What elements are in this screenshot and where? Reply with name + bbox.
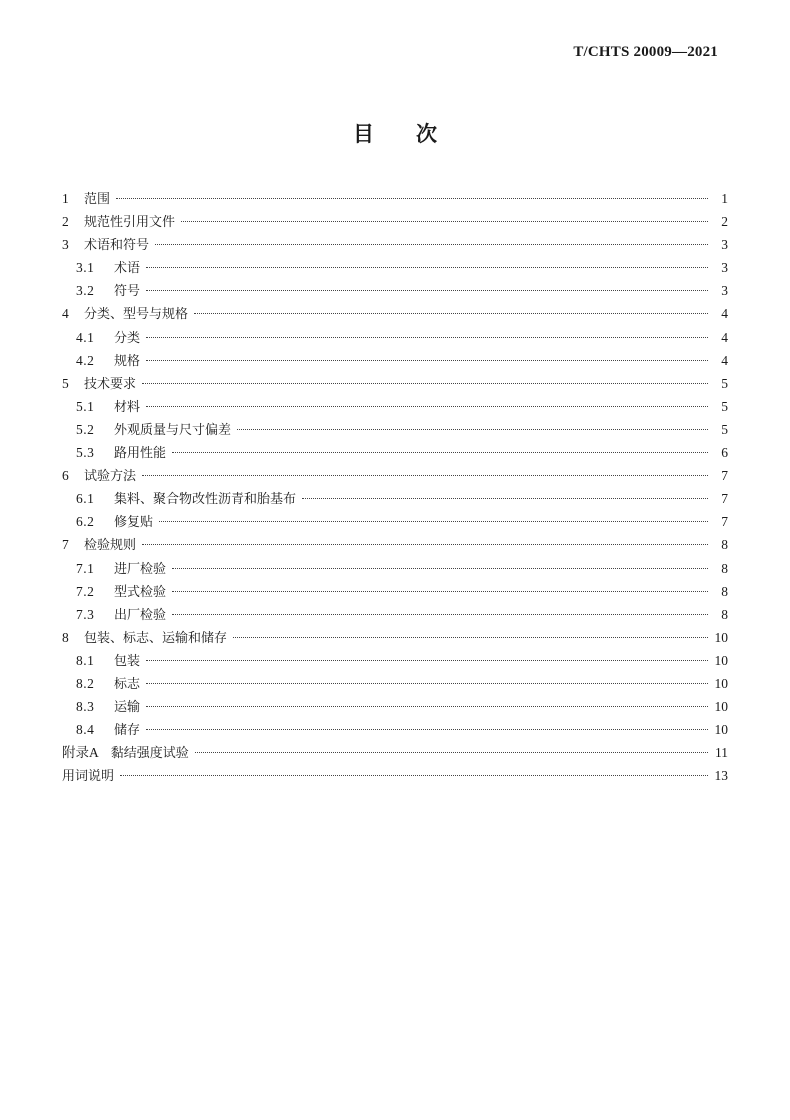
toc-entry-number: 3.2 <box>76 283 95 299</box>
toc-entry-page-number: 4 <box>721 306 728 322</box>
toc-entry-page-number: 13 <box>714 768 728 784</box>
toc-entry-page-number: 10 <box>714 629 728 645</box>
toc-entry-label: 规范性引用文件 <box>84 215 176 231</box>
toc-dot-leader <box>146 267 708 268</box>
toc-entry-page-number: 8 <box>721 606 728 622</box>
toc-entry[interactable] <box>62 233 728 256</box>
toc-entry-page-number: 10 <box>714 675 728 691</box>
toc-entry-page-number: 8 <box>721 560 728 576</box>
toc-entry-number: 6.2 <box>76 514 95 530</box>
toc-entry[interactable] <box>62 626 728 649</box>
toc-entry[interactable] <box>62 741 728 764</box>
toc-entry-number: 5.1 <box>76 398 95 414</box>
toc-entry[interactable] <box>62 372 728 395</box>
toc-dot-leader <box>237 429 708 430</box>
toc-entry[interactable] <box>62 256 728 279</box>
toc-entry-page-number: 7 <box>721 491 728 507</box>
toc-entry-number: 4.2 <box>76 352 95 368</box>
toc-dot-leader <box>146 337 708 338</box>
toc-entry-number: 8.1 <box>76 652 95 668</box>
page-title <box>0 118 790 148</box>
toc-entry[interactable] <box>62 187 728 210</box>
toc-entry-label: 范围 <box>84 192 111 207</box>
toc-dot-leader <box>172 591 708 592</box>
toc-entry-number: 7.1 <box>76 560 95 576</box>
toc-entry[interactable] <box>62 557 728 580</box>
toc-entry-page-number: 7 <box>721 468 728 484</box>
toc-entry[interactable] <box>62 510 728 533</box>
toc-dot-leader <box>116 198 708 199</box>
toc-entry-label: 试验方法 <box>84 469 137 485</box>
toc-entry-page-number: 8 <box>721 583 728 599</box>
toc-entry-label: 规格 <box>114 353 141 369</box>
page-title-right: 次 <box>416 122 437 146</box>
toc-entry-number: 3.1 <box>76 260 95 276</box>
toc-entry[interactable] <box>62 487 728 510</box>
toc-entry-number: 8.3 <box>76 699 95 715</box>
toc-entry-number: 4.1 <box>76 329 95 345</box>
toc-dot-leader <box>142 475 708 476</box>
toc-entry-label: 运输 <box>114 700 141 716</box>
toc-entry[interactable] <box>62 210 728 233</box>
toc-entry[interactable] <box>62 441 728 464</box>
toc-entry-page-number: 1 <box>721 191 728 206</box>
toc-entry-label: 进厂检验 <box>114 561 167 577</box>
toc-dot-leader <box>181 221 708 222</box>
toc-dot-leader <box>146 406 708 407</box>
toc-dot-leader <box>172 614 708 615</box>
toc-dot-leader <box>142 383 708 384</box>
toc-entry-page-number: 8 <box>721 537 728 553</box>
toc-entry-page-number: 11 <box>715 745 728 761</box>
toc-entry-number: 7 <box>62 537 69 553</box>
table-of-contents <box>62 187 728 787</box>
toc-dot-leader <box>120 775 708 776</box>
toc-entry-page-number: 10 <box>714 652 728 668</box>
toc-entry[interactable] <box>62 279 728 302</box>
toc-entry-label: 分类 <box>114 330 141 346</box>
toc-dot-leader <box>146 290 708 291</box>
toc-dot-leader <box>172 452 708 453</box>
toc-dot-leader <box>194 313 708 314</box>
toc-entry[interactable] <box>62 672 728 695</box>
toc-entry-page-number: 3 <box>721 283 728 299</box>
toc-entry-page-number: 3 <box>721 260 728 276</box>
toc-entry-page-number: 2 <box>721 214 728 230</box>
toc-entry-number: 4 <box>62 306 69 322</box>
toc-entry-page-number: 5 <box>721 398 728 414</box>
toc-dot-leader <box>146 360 708 361</box>
toc-entry[interactable] <box>62 326 728 349</box>
toc-entry-number: 3 <box>62 237 69 253</box>
toc-entry-label: 术语 <box>114 261 141 277</box>
toc-entry[interactable] <box>62 603 728 626</box>
toc-entry-number: 1 <box>62 191 69 206</box>
toc-dot-leader <box>172 568 708 569</box>
toc-entry-page-number: 5 <box>721 375 728 391</box>
page-title-left: 目 <box>353 122 374 146</box>
toc-entry-number: 6 <box>62 468 69 484</box>
toc-entry-page-number: 7 <box>721 514 728 530</box>
toc-dot-leader <box>146 706 708 707</box>
toc-entry-label: 分类、型号与规格 <box>84 307 189 323</box>
toc-entry[interactable] <box>62 302 728 325</box>
toc-dot-leader <box>155 244 708 245</box>
document-id: T/CHTS 20009—2021 <box>573 44 718 60</box>
toc-entry-number: 5.2 <box>76 421 95 437</box>
toc-entry-number: 2 <box>62 214 69 230</box>
toc-entry[interactable] <box>62 533 728 556</box>
toc-entry[interactable] <box>62 464 728 487</box>
toc-dot-leader <box>302 498 708 499</box>
toc-entry-number: 5 <box>62 375 69 391</box>
toc-entry-page-number: 3 <box>721 237 728 253</box>
toc-entry-label: 标志 <box>114 676 141 692</box>
toc-entry[interactable] <box>62 649 728 672</box>
toc-entry-label: 黏结强度试验 <box>110 746 189 762</box>
toc-entry-label: 材料 <box>114 399 141 415</box>
toc-dot-leader <box>146 729 708 730</box>
toc-dot-leader <box>233 637 708 638</box>
toc-entry-page-number: 10 <box>714 699 728 715</box>
toc-entry-label: 符号 <box>114 284 141 300</box>
toc-entry[interactable] <box>62 695 728 718</box>
toc-entry-label: 修复贴 <box>114 515 154 531</box>
toc-entry-label: 集料、聚合物改性沥青和胎基布 <box>114 492 297 508</box>
toc-entry-number: 7.2 <box>76 583 95 599</box>
toc-dot-leader <box>142 544 708 545</box>
toc-entry-page-number: 10 <box>714 722 728 738</box>
toc-entry-label: 包装、标志、运输和储存 <box>84 630 228 646</box>
toc-entry-page-number: 5 <box>721 421 728 437</box>
toc-entry[interactable] <box>62 580 728 603</box>
toc-entry-label: 包装 <box>114 653 141 669</box>
toc-entry[interactable] <box>62 349 728 372</box>
toc-entry-label: 用词说明 <box>62 769 115 785</box>
toc-entry-label: 术语和符号 <box>84 238 150 254</box>
toc-entry-number: 8.4 <box>76 722 95 738</box>
toc-dot-leader <box>159 521 708 522</box>
toc-entry-page-number: 6 <box>721 445 728 461</box>
toc-entry-number: 6.1 <box>76 491 95 507</box>
toc-entry-label: 出厂检验 <box>114 607 167 623</box>
toc-entry-number: 5.3 <box>76 445 95 461</box>
toc-entry[interactable] <box>62 718 728 741</box>
toc-entry[interactable] <box>62 395 728 418</box>
toc-entry-label: 技术要求 <box>84 376 137 392</box>
toc-entry-label: 储存 <box>114 723 141 739</box>
toc-entry[interactable] <box>62 418 728 441</box>
toc-entry-number: 7.3 <box>76 606 95 622</box>
toc-dot-leader <box>195 752 708 753</box>
toc-entry-label: 外观质量与尺寸偏差 <box>114 422 232 438</box>
toc-entry-label: 型式检验 <box>114 584 167 600</box>
toc-entry-label: 路用性能 <box>114 446 167 462</box>
toc-entry-number: 附录A <box>62 745 99 761</box>
toc-dot-leader <box>146 683 708 684</box>
toc-entry-number: 8 <box>62 629 69 645</box>
toc-entry[interactable] <box>62 764 728 787</box>
toc-entry-page-number: 4 <box>721 352 728 368</box>
toc-entry-label: 检验规则 <box>84 538 137 554</box>
toc-entry-page-number: 4 <box>721 329 728 345</box>
toc-dot-leader <box>146 660 708 661</box>
toc-entry-number: 8.2 <box>76 675 95 691</box>
